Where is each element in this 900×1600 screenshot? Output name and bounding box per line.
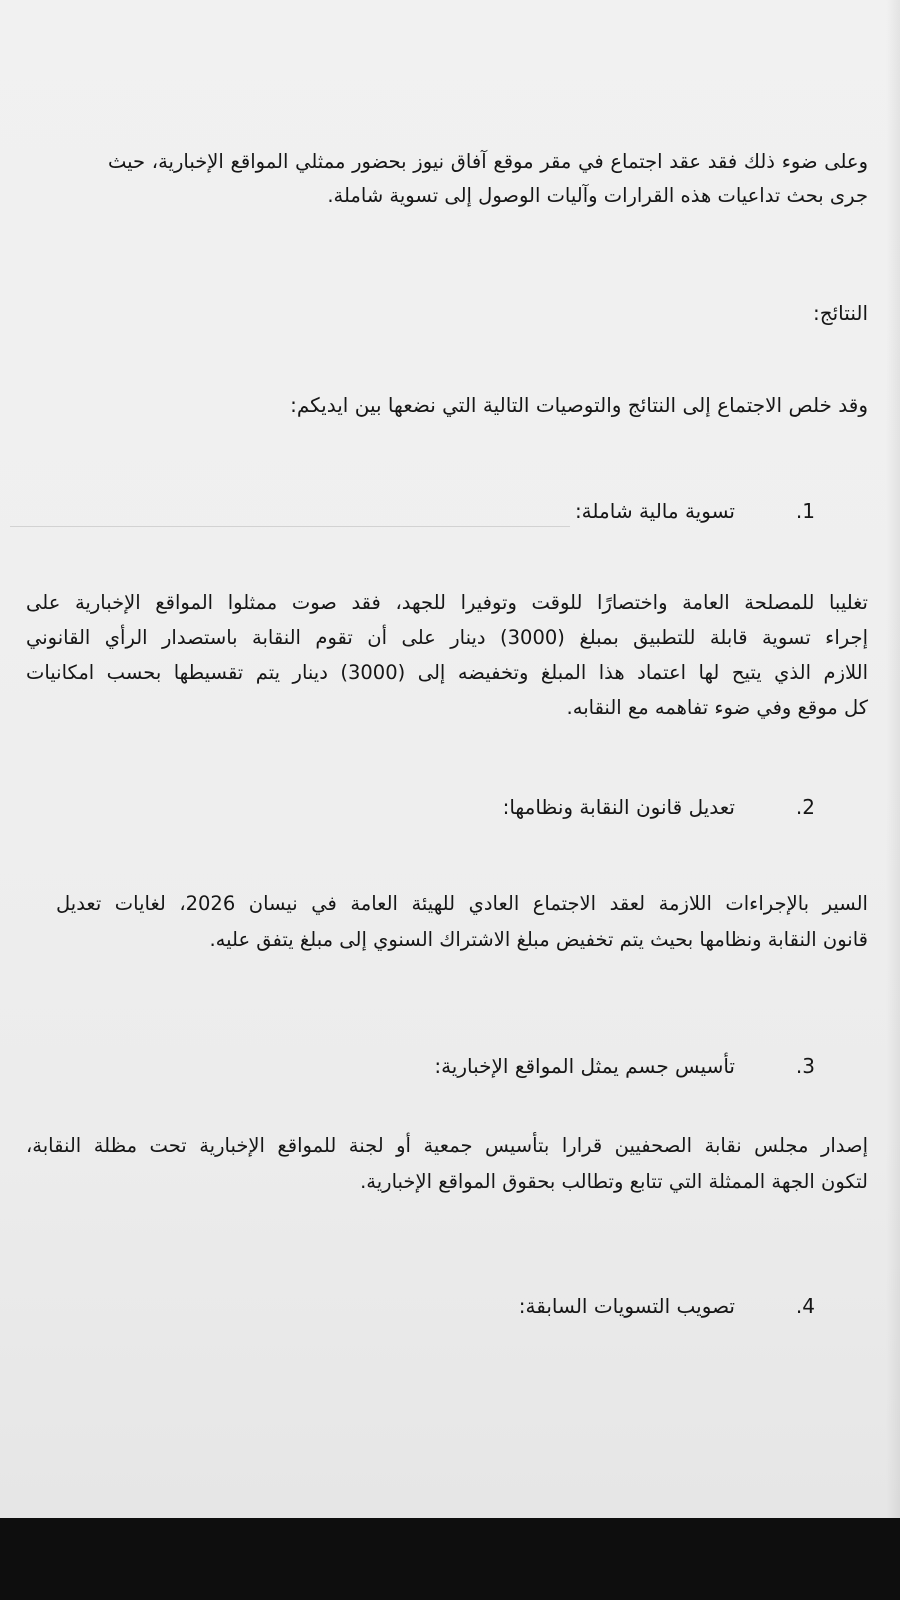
intro-paragraph — [108, 145, 868, 213]
item-body-line: إصدار مجلس نقابة الصحفيين قرارا بتأسيس جمعية أو لجنة للمواقع الإخبارية تحت مظلة النقابة، — [26, 1134, 868, 1157]
item-body-line: كل موقع وفي ضوء تفاهمه مع النقابه. — [566, 696, 868, 719]
item-number: 2. — [795, 795, 815, 819]
item-heading — [415, 494, 815, 528]
page-shadow — [886, 0, 900, 1518]
item-body — [26, 1128, 868, 1200]
item-body — [56, 886, 868, 958]
item-title: تسوية مالية شاملة: — [574, 499, 735, 523]
summary-text: وقد خلص الاجتماع إلى النتائج والتوصيات التالية التي نضعها بين ايديكم: — [290, 393, 868, 417]
results-label: النتائج: — [812, 301, 868, 325]
intro-line: جرى بحث تداعيات هذه القرارات وآليات الوصول إلى تسوية شاملة. — [327, 184, 868, 207]
item-heading — [415, 790, 815, 824]
item-body-line: لتكون الجهة الممثلة التي تتابع وتطالب بحقوق المواقع الإخبارية. — [360, 1170, 868, 1193]
item-title: تصويب التسويات السابقة: — [518, 1294, 735, 1318]
item-title: تأسيس جسم يمثل المواقع الإخبارية: — [434, 1054, 735, 1078]
item-body-line: قانون النقابة ونظامها بحيث يتم تخفيض مبلغ الاشتراك السنوي إلى مبلغ يتفق عليه. — [209, 928, 868, 951]
item-body-line: اللازم الذي يتيح لها اعتماد هذا المبلغ وتخفيضه إلى (3000) دينار يتم تقسيطها بحسب امكانيات — [26, 661, 868, 684]
item-heading — [415, 1289, 815, 1323]
item-body-line: تغليبا للمصلحة العامة واختصارًا للوقت وتوفيرا للجهد، فقد صوت ممثلوا المواقع الإخبارية على — [26, 591, 868, 614]
item-body-line: إجراء تسوية قابلة للتطبيق بمبلغ (3000) دينار على أن تقوم النقابة باستصدار الرأي القانوني — [26, 626, 869, 649]
dark-background-edge — [0, 1518, 900, 1600]
intro-line: وعلى ضوء ذلك فقد عقد اجتماع في مقر موقع آفاق نيوز بحضور ممثلي المواقع الإخبارية، حيث — [108, 150, 868, 173]
item-title: تعديل قانون النقابة ونظامها: — [502, 795, 735, 819]
item-heading — [415, 1049, 815, 1083]
item-number: 4. — [795, 1294, 815, 1318]
item-number: 3. — [795, 1054, 815, 1078]
item-number: 1. — [795, 499, 815, 523]
item-body — [26, 585, 868, 725]
item-body-line: السير بالإجراءات اللازمة لعقد الاجتماع العادي للهيئة العامة في نيسان 2026، لغايات تعديل — [56, 892, 868, 915]
